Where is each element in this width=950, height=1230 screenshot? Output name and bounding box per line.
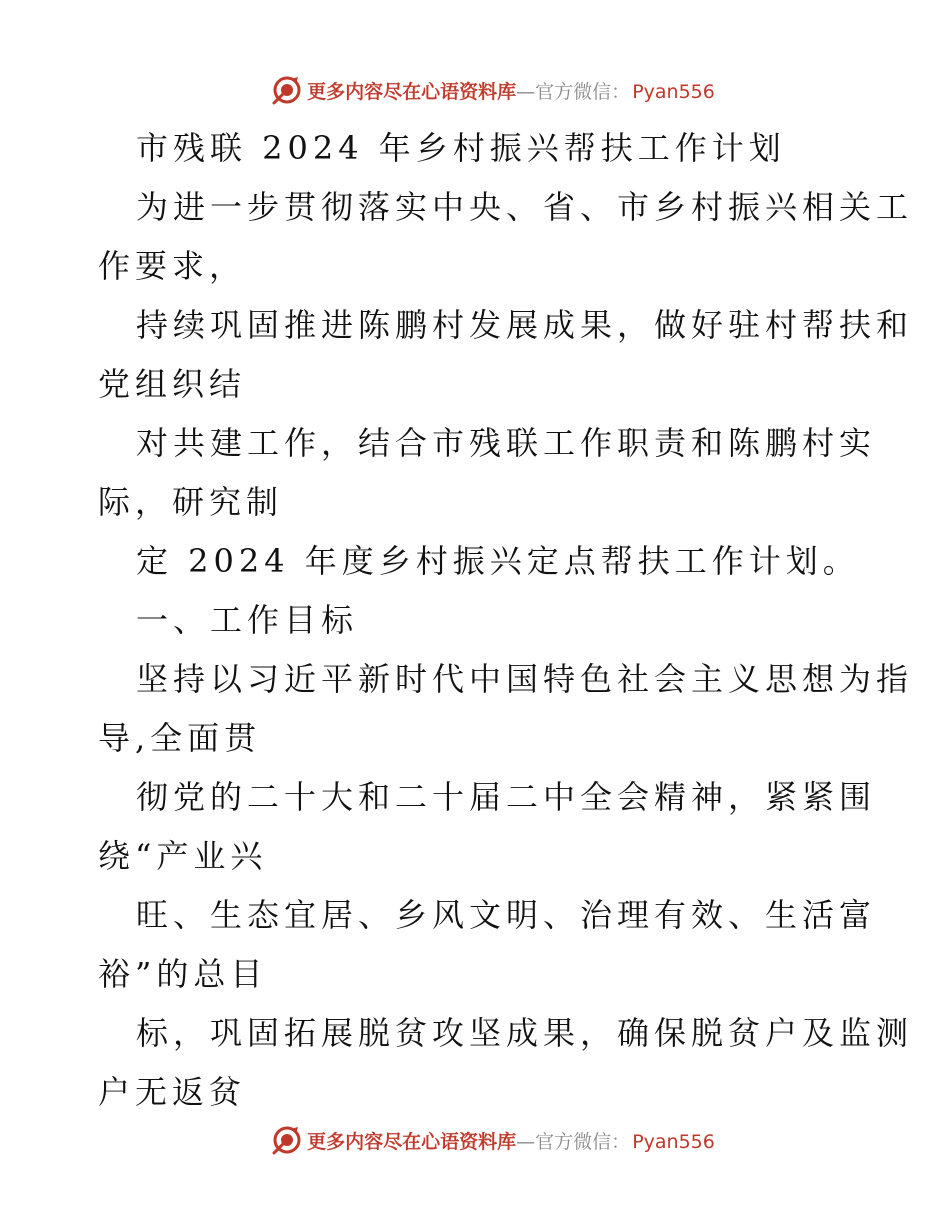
watermark-wechat-label: 官方微信： — [535, 80, 631, 103]
paragraph-line: 旺、生态宜居、乡风文明、治理有效、生活富 — [136, 896, 877, 934]
paragraph-line: 坚持以习近平新时代中国特色社会主义思想为指 — [136, 660, 914, 698]
paragraph-line: 绕“产业兴 — [98, 837, 268, 875]
paragraph-line: 对共建工作，结合市残联工作职责和陈鹏村实 — [136, 424, 877, 462]
pen-logo-icon — [271, 74, 303, 106]
paragraph-line: 导,全面贯 — [98, 719, 262, 757]
paragraph-line: 作要求， — [98, 247, 247, 285]
pen-logo-icon — [271, 1124, 303, 1156]
paragraph-line: 际，研究制 — [98, 483, 284, 521]
watermark-text — [307, 1127, 715, 1154]
watermark-wechat-label: 官方微信： — [535, 1130, 631, 1153]
watermark-wechat-id: Pyan556 — [632, 1130, 715, 1153]
document-title: 市残联 2024 年乡村振兴帮扶工作计划 — [136, 129, 786, 167]
paragraph-line: 彻党的二十大和二十届二中全会精神，紧紧围 — [136, 778, 877, 816]
paragraph-line: 为进一步贯彻落实中央、省、市乡村振兴相关工 — [136, 188, 914, 226]
section-heading: 一、工作目标 — [136, 601, 359, 639]
header-watermark — [0, 70, 950, 110]
paragraph-line: 持续巩固推进陈鹏村发展成果，做好驻村帮扶和 — [136, 306, 914, 344]
watermark-wechat-id: Pyan556 — [632, 80, 715, 103]
watermark-main-text: 更多内容尽在心语资料库 — [307, 1130, 517, 1153]
watermark-text — [307, 77, 715, 104]
paragraph-line: 裕”的总目 — [98, 955, 268, 993]
watermark-group — [271, 74, 715, 106]
paragraph-line: 标，巩固拓展脱贫攻坚成果，确保脱贫户及监测 — [136, 1014, 914, 1052]
watermark-dash: — — [516, 80, 536, 103]
footer-watermark — [0, 1120, 950, 1160]
paragraph-line: 定 2024 年度乡村振兴定点帮扶工作计划。 — [136, 542, 860, 580]
paragraph-line: 户无返贫 — [98, 1073, 247, 1111]
watermark-dash: — — [516, 1130, 536, 1153]
watermark-group — [271, 1124, 715, 1156]
watermark-main-text: 更多内容尽在心语资料库 — [307, 80, 517, 103]
paragraph-line: 党组织结 — [98, 365, 247, 403]
